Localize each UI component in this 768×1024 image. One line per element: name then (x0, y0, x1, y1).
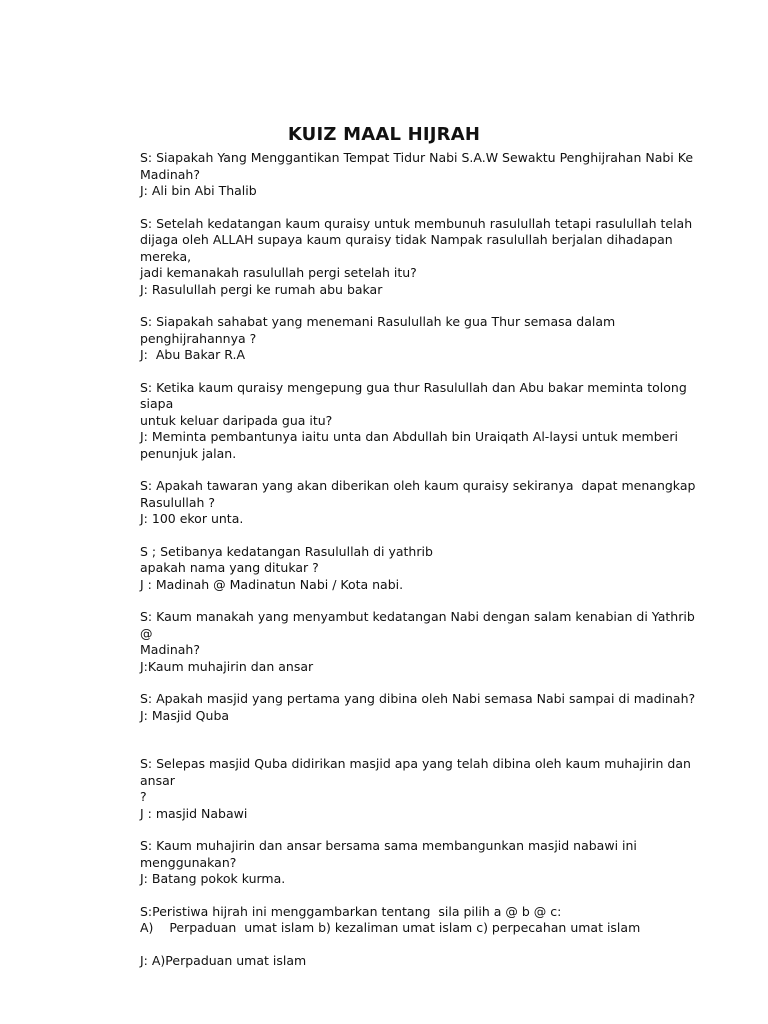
qa-line: S: Selepas masjid Quba didirikan masjid apa yang telah dibina oleh kaum muhajirin dan ansar (140, 756, 695, 788)
qa-line: S:Peristiwa hijrah ini menggambarkan tentang sila pilih a @ b @ c: (140, 903, 562, 919)
qa-line: S: Apakah tawaran yang akan diberikan oleh kaum quraisy sekiranya dapat menangkap (140, 478, 696, 493)
document-title: KUIZ MAAL HIJRAH (287, 124, 481, 145)
qa-line: J : masjid Nabawi (140, 805, 248, 821)
qa-line: A) Perpaduan umat islam b) kezaliman umat islam c) perpecahan umat islam (140, 920, 641, 935)
qa-line: S ; Setibanya kedatangan Rasulullah di yathrib (140, 543, 433, 559)
qa-item-12 (140, 953, 700, 970)
qa-line: J: A)Perpaduan umat islam (140, 952, 307, 968)
qa-line: J: Abu Bakar R.A (140, 347, 246, 362)
qa-item-7 (140, 609, 700, 675)
qa-line: S: Ketika kaum quraisy mengepung gua thur Rasulullah dan Abu bakar meminta tolong siapa (140, 379, 691, 411)
qa-line: S: Apakah masjid yang pertama yang dibina oleh Nabi semasa Nabi sampai di madinah? (140, 691, 696, 706)
qa-item-4 (140, 380, 700, 463)
qa-line: J: Batang pokok kurma. (140, 871, 286, 886)
qa-line: penunjuk jalan. (140, 445, 237, 461)
qa-line: untuk keluar daripada gua itu? (140, 412, 333, 428)
qa-line: jadi kemanakah rasulullah pergi setelah itu? (140, 265, 417, 280)
qa-line: S: Siapakah Yang Menggantikan Tempat Tidur Nabi S.A.W Sewaktu Penghijrahan Nabi Ke (140, 150, 694, 165)
qa-item-1 (140, 150, 700, 200)
qa-line: Madinah? (140, 642, 200, 657)
qa-line: Rasulullah ? (140, 494, 216, 510)
qa-item-3 (140, 314, 700, 364)
qa-line: J:Kaum muhajirin dan ansar (140, 658, 314, 674)
qa-item-9 (140, 756, 700, 822)
qa-line: J: Meminta pembantunya iaitu unta dan Abdullah bin Uraiqath Al-laysi untuk memberi (140, 429, 678, 444)
qa-line: J: Ali bin Abi Thalib (140, 183, 257, 198)
qa-item-8 (140, 691, 700, 724)
qa-line: ? (140, 789, 147, 804)
qa-line: J: Rasulullah pergi ke rumah abu bakar (140, 281, 383, 297)
qa-line: penghijrahannya ? (140, 330, 257, 346)
qa-line: S: Setelah kedatangan kaum quraisy untuk membunuh rasulullah tetapi rasulullah telah (140, 215, 693, 231)
qa-item-6 (140, 544, 700, 594)
qa-line: menggunakan? (140, 854, 237, 870)
qa-line: Madinah? (140, 166, 200, 182)
qa-line: S: Siapakah sahabat yang menemani Rasulullah ke gua Thur semasa dalam (140, 314, 616, 329)
qa-line: J : Madinah @ Madinatun Nabi / Kota nabi. (140, 576, 404, 592)
qa-item-10 (140, 838, 700, 888)
quiz-content (140, 150, 700, 969)
qa-line: J: Masjid Quba (140, 707, 230, 723)
qa-line: dijaga oleh ALLAH supaya kaum quraisy tidak Nampak rasulullah berjalan dihadapan mereka, (140, 232, 677, 264)
qa-item-5 (140, 478, 700, 528)
qa-item-2 (140, 216, 700, 299)
qa-line: J: 100 ekor unta. (140, 511, 244, 526)
qa-line: S: Kaum muhajirin dan ansar bersama sama membangunkan masjid nabawi ini (140, 838, 637, 853)
qa-item-11 (140, 904, 700, 937)
qa-line: S: Kaum manakah yang menyambut kedatangan Nabi dengan salam kenabian di Yathrib @ (140, 609, 699, 641)
qa-line: apakah nama yang ditukar ? (140, 560, 319, 575)
